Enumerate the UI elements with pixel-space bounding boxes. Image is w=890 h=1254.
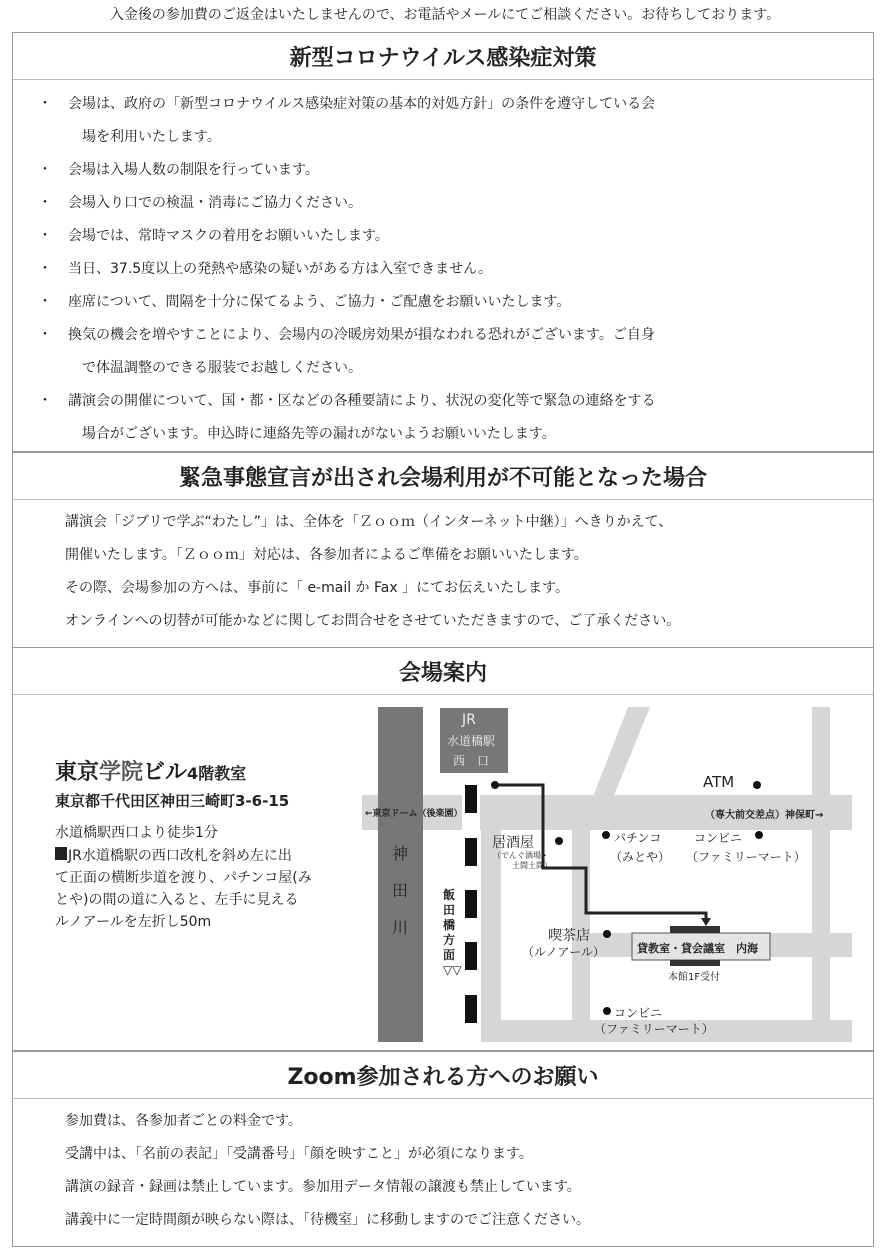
- text-line: オンラインへの切替が可能かなどに関してお問合せをさせていただきますので、ご了承ください。: [65, 613, 681, 629]
- item-text: 会場は入場人数の制限を行っています。: [68, 162, 319, 178]
- convenience-label: コンビニ: [614, 1006, 663, 1020]
- road-label: ←東京ドーム（後楽園）: [365, 809, 463, 819]
- zoom-section: [12, 1051, 874, 1247]
- text-line: 参加費は、各参加者ごとの料金です。: [65, 1113, 302, 1129]
- cafe-label: 喫茶店: [548, 928, 590, 944]
- name-part: 4階教室: [187, 764, 247, 783]
- section-title: 緊急事態宣言が出され会場利用が不可能となった場合: [13, 453, 873, 500]
- section-title: 会場案内: [13, 648, 873, 695]
- text-line: 講演会「ジブリで学ぶ“わたし”」は、全体を「Ｚｏｏｍ（インターネット中継）」へきりかえて、: [65, 514, 673, 530]
- izakaya-sub: 土間土間）: [512, 861, 552, 870]
- text-line: その際、会場参加の方へは、事前に「 e-mail か Fax 」にてお伝えいたします。: [65, 580, 569, 596]
- walk-time: 水道橋駅西口より徒歩1分: [55, 825, 218, 841]
- text-line: 開催いたします。「Ｚｏｏｍ」対応は、各参加者によるご準備をお願いいたします。: [65, 547, 588, 563]
- name-part: 東京: [55, 760, 100, 785]
- text-line: 講義中に一定時間顔が映らない際は、「待機室」に移動しますのでご注意ください。: [65, 1212, 590, 1228]
- item-text: 当日、37.5度以上の発熱や感染の疑いがある方は入室できません。: [68, 261, 493, 277]
- item-text: 換気の機会を増やすことにより、会場内の冷暖房効果が損なわれる恐れがございます。ご自身: [68, 327, 655, 343]
- direction-label: 飯田橋方面▽▽: [443, 888, 462, 977]
- item-text: 会場では、常時マスクの着用をお願いいたします。: [68, 228, 389, 244]
- river-label: 神田川: [392, 844, 409, 937]
- text-line: とや)の間の道に入ると、左手に見える: [55, 892, 299, 908]
- item-text: 場合がございます。申込時に連絡先等の漏れがないようお願いいたします。: [82, 426, 556, 442]
- text-line: JR水道橋駅の西口改札を斜め左に出: [68, 848, 292, 864]
- text-line: ルノアールを左折し50m: [55, 914, 212, 930]
- text-line: 講演の録音・録画は禁止しています。参加用データ情報の譲渡も禁止しています。: [65, 1179, 581, 1195]
- road-label: （専大前交差点）神保町→: [705, 810, 824, 821]
- item-text: で体温調整のできる服装でお越しください。: [82, 360, 362, 376]
- item-text: 講演会の開催について、国・都・区などの各種要請により、状況の変化等で緊急の連絡をする: [68, 393, 656, 409]
- section-title: 新型コロナウイルス感染症対策: [13, 33, 873, 80]
- station-label: 水道橋駅: [447, 734, 496, 748]
- izakaya-label: 居酒屋: [492, 835, 534, 851]
- item-text: 座席について、間隔を十分に保てるよう、ご協力・ご配慮をお願いいたします。: [68, 294, 571, 310]
- convenience-label: コンビニ: [694, 831, 743, 845]
- convenience-sub: （ファミリーマート）: [594, 1022, 714, 1036]
- atm-label: ATM: [703, 773, 735, 791]
- text-line: て正面の横断歩道を渡り、パチンコ屋(み: [55, 870, 312, 886]
- item-text: 場を利用いたします。: [82, 129, 221, 145]
- cafe-sub: （ルノアール）: [522, 945, 605, 959]
- refund-notice: 入金後の参加費のご返金はいたしませんので、お電話やメールにてご相談ください。お待ちしております。: [109, 7, 781, 23]
- convenience-sub: （ファミリーマート）: [686, 850, 806, 864]
- name-part: ビル: [143, 760, 188, 785]
- izakaya-sub: （でんぐ酒場・: [493, 851, 549, 860]
- item-text: 会場入り口での検温・消毒にご協力ください。: [68, 195, 362, 211]
- jr-label: JR: [462, 712, 476, 728]
- item-text: 会場は、政府の「新型コロナウイルス感染症対策の基本的対処方針」の条件を遵守している会: [68, 96, 656, 112]
- exit-label: 西 口: [453, 754, 490, 768]
- venue-address: 東京都千代田区神田三崎町3-6-15: [55, 792, 290, 810]
- building-label: 貸教室・貸会議室 内海: [637, 942, 758, 955]
- pachinko-label: パチンコ: [614, 831, 662, 845]
- pachinko-sub: （みとや）: [610, 850, 671, 864]
- reception-label: 本館1F受付: [668, 972, 721, 983]
- text-line: 受講中は、「名前の表記」「受講番号」「顔を映すこと」が必須になります。: [65, 1146, 533, 1162]
- roads: [362, 707, 852, 1042]
- section-title: Zoom参加される方へのお願い: [13, 1052, 873, 1099]
- name-part: 学院: [99, 760, 144, 785]
